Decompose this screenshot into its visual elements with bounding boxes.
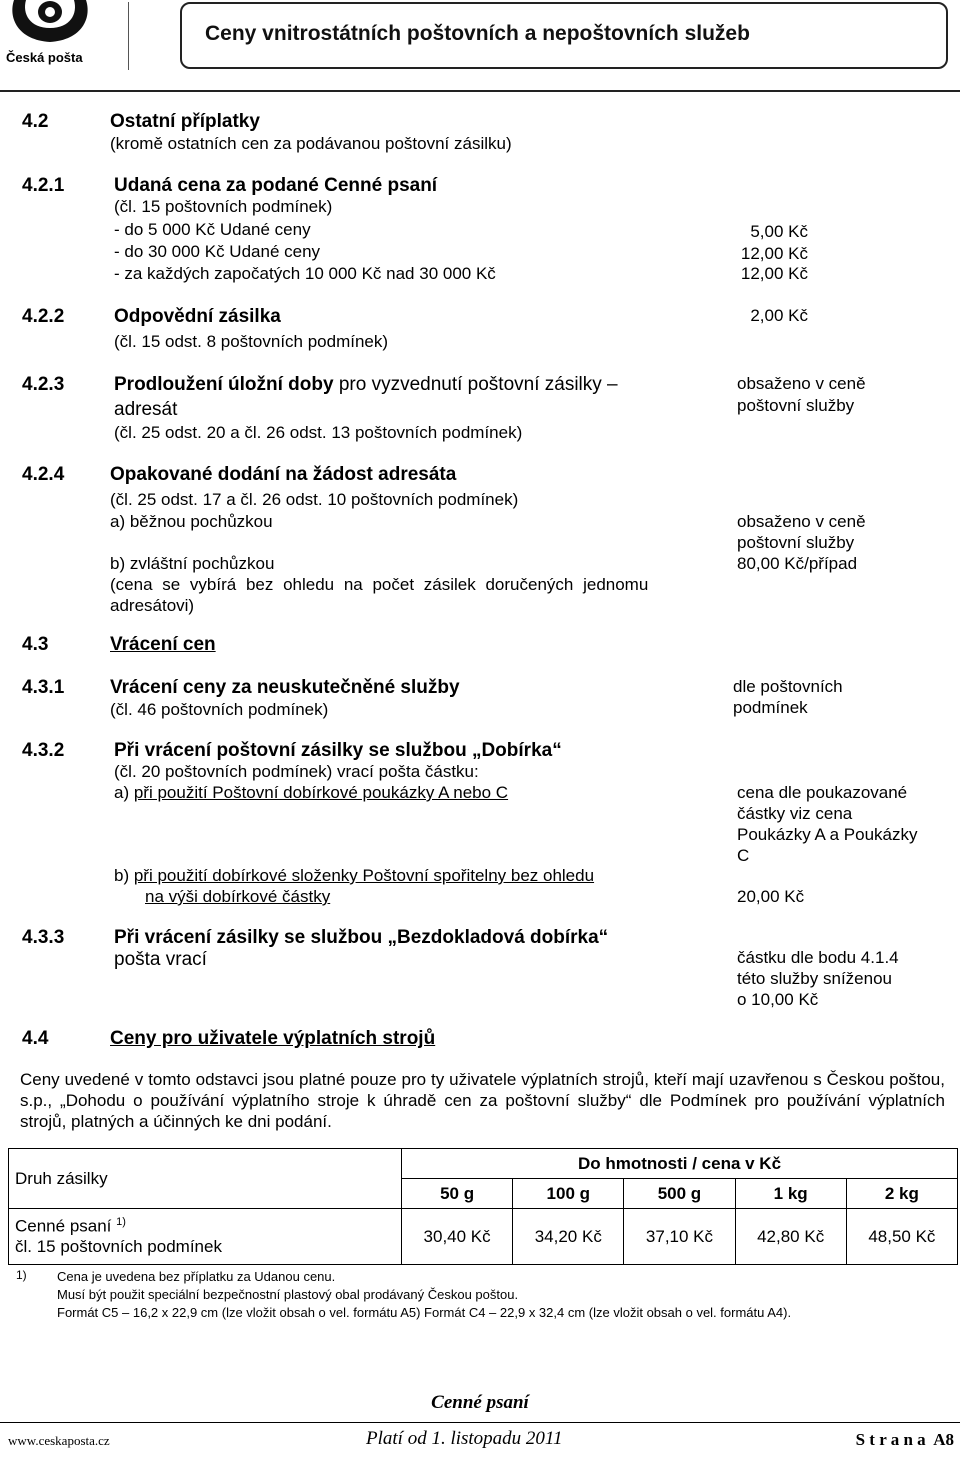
- logo-text: Česká pošta: [6, 50, 83, 65]
- price-note: cena dle poukazované: [737, 783, 908, 802]
- price-note: Poukázky A a Poukázky: [737, 825, 918, 844]
- row-reference: čl. 15 poštovních podmínek: [15, 1236, 222, 1256]
- table-cell-price: 34,20 Kč: [513, 1209, 624, 1265]
- option-text-line2: na výši dobírkové částky: [145, 887, 331, 906]
- option-prefix: b): [114, 866, 134, 885]
- price-row-label: - do 5 000 Kč Udané ceny: [114, 220, 311, 239]
- price-note: o 10,00 Kč: [737, 990, 819, 1009]
- price-note: C: [737, 846, 750, 865]
- option-prefix: a): [114, 783, 134, 802]
- price-value: 12,00 Kč: [740, 264, 808, 283]
- footnote-line: Formát C5 – 16,2 x 22,9 cm (lze vložit obsah o vel. formátu A5) Formát C4 – 22,9 x 32,4 cm (lze vložit obsah o vel. formátu A4).: [57, 1305, 792, 1320]
- section-title: [114, 373, 618, 396]
- table-header-weight: 500 g: [624, 1179, 735, 1209]
- section-number: 4.4: [22, 1028, 49, 1049]
- option-a: [114, 782, 508, 803]
- section-reference: (čl. 15 poštovních podmínek): [114, 197, 333, 216]
- section-paragraph: Ceny uvedené v tomto odstavci jsou platné pouze pro ty uživatele výplatních strojů, kteří mají uzavřenou s Českou poštou, s.p., „Dohodu o používání výplatního stroje k úhradě cen za poštovní služby“ dle Podmínek pro používání výplatních strojů, platných a účinných ke dni podání.: [20, 1070, 945, 1131]
- footer-url: www.ceskaposta.cz: [8, 1433, 110, 1448]
- option-b: b) zvláštní pochůzkou: [110, 554, 275, 573]
- header-rule: [0, 90, 960, 92]
- section-reference: (čl. 15 odst. 8 poštovních podmínek): [114, 332, 389, 351]
- section-title: Odpovědní zásilka: [114, 306, 281, 327]
- footer-page-number: S t r a n a A8: [855, 1430, 954, 1449]
- price-table: [8, 1148, 958, 1265]
- price-value: 20,00 Kč: [737, 887, 805, 906]
- section-number: 4.3.1: [22, 677, 65, 698]
- posthorn-logo-icon: [4, 0, 96, 50]
- note-line: (cena se vybírá bez ohledu na počet zásilek doručených jednomu: [110, 575, 649, 594]
- option-text: při použití dobírkové složenky Poštovní spořitelny bez ohledu: [133, 866, 595, 885]
- price-row-label: - do 30 000 Kč Udané ceny: [114, 242, 321, 261]
- footnote-line: Cena je uvedena bez příplatku za Udanou cenu.: [57, 1269, 336, 1284]
- option-text: při použití Poštovní dobírkové poukázky A nebo C: [133, 783, 509, 802]
- section-title-line2: pošta vrací: [114, 949, 207, 970]
- table-row-label: [9, 1209, 402, 1265]
- section-title: Udaná cena za podané Cenné psaní: [114, 175, 438, 196]
- price-note: částku dle bodu 4.1.4: [737, 948, 899, 967]
- section-number: 4.3.3: [22, 927, 65, 948]
- table-row: [9, 1209, 958, 1265]
- section-title-rest: pro vyzvednutí poštovní zásilky –: [333, 374, 618, 395]
- table-header-type: Druh zásilky: [9, 1149, 402, 1209]
- price-value: 5,00 Kč: [750, 222, 808, 241]
- section-reference: (čl. 25 odst. 17 a čl. 26 odst. 10 poštovních podmínek): [110, 490, 519, 509]
- price-note: poštovní služby: [737, 396, 855, 415]
- section-number: 4.2.2: [22, 306, 65, 327]
- price-note: dle poštovních: [733, 677, 843, 696]
- section-number: 4.2.4: [22, 464, 65, 485]
- section-title: Vrácení cen: [110, 634, 216, 655]
- section-title: Ceny pro uživatele výplatních strojů: [110, 1028, 436, 1049]
- section-number: 4.3.2: [22, 740, 65, 761]
- price-note: této služby sníženou: [737, 969, 892, 988]
- footer-section-title: Cenné psaní: [431, 1392, 529, 1413]
- price-note: obsaženo v ceně: [737, 512, 866, 531]
- section-number: 4.2: [22, 111, 49, 132]
- row-label-text: Cenné psaní: [15, 1216, 112, 1236]
- section-number: 4.2.3: [22, 374, 65, 395]
- section-number: 4.3: [22, 634, 49, 655]
- section-reference: (čl. 20 poštovních podmínek) vrací pošta částku:: [114, 762, 479, 781]
- header-title: Ceny vnitrostátních poštovních a nepoštovních služeb: [205, 22, 750, 45]
- option-a: a) běžnou pochůzkou: [110, 512, 273, 531]
- section-title: Opakované dodání na žádost adresáta: [110, 464, 457, 485]
- footer-rule: [0, 1422, 960, 1423]
- table-cell-price: 42,80 Kč: [735, 1209, 846, 1265]
- note-line: adresátovi): [110, 596, 195, 615]
- footnote-mark: 1): [116, 1216, 126, 1229]
- logo: [4, 0, 96, 70]
- section-title-bold: Prodloužení úložní doby: [114, 374, 334, 395]
- section-title: Vrácení ceny za neuskutečněné služby: [110, 677, 460, 698]
- price-note: poštovní služby: [737, 533, 855, 552]
- footnote-mark: 1): [16, 1268, 27, 1282]
- section-reference: (čl. 46 poštovních podmínek): [110, 700, 329, 719]
- price-note: podmínek: [733, 698, 808, 717]
- price-note: obsaženo v ceně: [737, 374, 866, 393]
- table-cell-price: 48,50 Kč: [846, 1209, 957, 1265]
- table-header-weight: 2 kg: [846, 1179, 957, 1209]
- section-title: Při vrácení zásilky se službou „Bezdokladová dobírka“: [114, 927, 609, 948]
- table-cell-price: 30,40 Kč: [402, 1209, 513, 1265]
- footnote-line: Musí být použit speciální bezpečnostní plastový obal prodávaný Českou poštou.: [57, 1287, 519, 1302]
- section-reference: (čl. 25 odst. 20 a čl. 26 odst. 13 poštovních podmínek): [114, 423, 523, 442]
- section-title: Při vrácení poštovní zásilky se službou „Dobírka“: [114, 740, 562, 761]
- section-subtitle: (kromě ostatních cen za podávanou poštovní zásilku): [110, 134, 512, 153]
- table-cell-price: 37,10 Kč: [624, 1209, 735, 1265]
- table-header-weight: 50 g: [402, 1179, 513, 1209]
- header-separator: [128, 2, 129, 70]
- section-title: Ostatní příplatky: [110, 111, 260, 132]
- price-note: částky viz cena: [737, 804, 853, 823]
- table-header-group: Do hmotnosti / cena v Kč: [402, 1149, 958, 1179]
- row-label: [15, 1216, 395, 1237]
- footer-valid-from: Platí od 1. listopadu 2011: [366, 1428, 563, 1449]
- section-title-line2: adresát: [114, 399, 178, 420]
- price-value: 2,00 Kč: [750, 306, 808, 325]
- option-b: [114, 865, 594, 886]
- price-value: 80,00 Kč/případ: [737, 554, 858, 573]
- section-number: 4.2.1: [22, 175, 65, 196]
- table-header-weight: 100 g: [513, 1179, 624, 1209]
- table-header-weight: 1 kg: [735, 1179, 846, 1209]
- price-value: 12,00 Kč: [740, 244, 808, 263]
- price-row-label: - za každých započatých 10 000 Kč nad 30 000 Kč: [114, 264, 496, 283]
